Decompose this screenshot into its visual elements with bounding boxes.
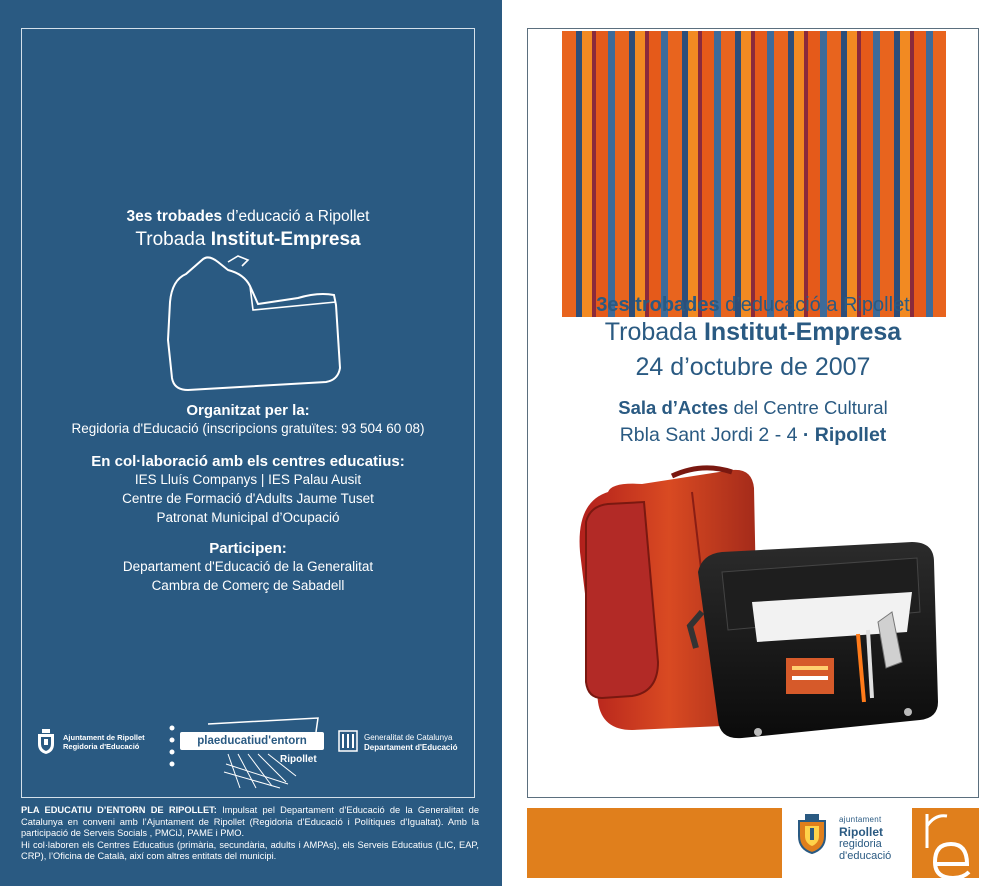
- stripe: [702, 31, 714, 317]
- crest-icon: [796, 814, 828, 854]
- participants-section: [21, 540, 475, 595]
- stripe: [629, 31, 635, 317]
- ajuntament-logo-text: [63, 733, 145, 751]
- bar-logo-line4: d'educació: [839, 850, 892, 862]
- venue-separator: ·: [802, 424, 810, 446]
- participants-line: Cambra de Comerç de Sabadell: [151, 578, 345, 593]
- footnote: [21, 805, 479, 863]
- left-heading-bold: 3es trobades: [126, 208, 223, 225]
- stripe: [688, 31, 698, 317]
- stripe: [615, 31, 629, 317]
- bag-outline-icon: [158, 250, 358, 400]
- ajuntament-line2: Regidoria d'Educació: [63, 742, 140, 751]
- stripe: [649, 31, 661, 317]
- briefcase-image: [690, 542, 938, 738]
- stripe: [933, 31, 946, 317]
- stripe: [576, 31, 582, 317]
- stripe: [857, 31, 861, 317]
- stripe: [880, 31, 894, 317]
- stripe: [698, 31, 702, 317]
- stripe: [735, 31, 741, 317]
- plae-graphic-icon: [168, 714, 338, 790]
- stripe: [635, 31, 645, 317]
- footnote-bold: PLA EDUCATIU D’ENTORN DE RIPOLLET:: [21, 805, 217, 815]
- left-heading-line2: [21, 229, 475, 251]
- bar-logo-line1: ajuntament: [839, 815, 882, 824]
- stripe: [788, 31, 794, 317]
- participants-line: Departament d'Educació de la Generalitat: [122, 559, 374, 574]
- organized-title: Organitzat per la:: [186, 402, 310, 419]
- collaboration-title: En col·laboració amb els centres educatius:: [91, 453, 405, 470]
- stripe: [592, 31, 596, 317]
- footnote-text2: Hi col·laboren els Centres Educatius (primària, secundària, adults i AMPAs), els Serveis Educatius (LIC, EAP, CRP), l’Oficina de Català, així com altres entitats del municipi.: [21, 839, 479, 862]
- bar-logo-line2: Ripollet: [839, 825, 883, 839]
- stripe: [714, 31, 721, 317]
- stripe: [682, 31, 688, 317]
- collaboration-line: Centre de Formació d'Adults Jaume Tuset: [122, 491, 374, 506]
- re-logo-icon: [917, 808, 977, 878]
- right-heading2-normal: Trobada: [604, 318, 704, 346]
- ajuntament-line1: Ajuntament de Ripollet: [63, 733, 145, 742]
- stripe: [661, 31, 668, 317]
- collaboration-section: [21, 453, 475, 527]
- stripe: [914, 31, 926, 317]
- ajuntament-bar-text: [839, 814, 891, 862]
- ajuntament-bar-logo: [782, 808, 912, 878]
- stripe: [767, 31, 774, 317]
- stripe: [608, 31, 615, 317]
- footnote-text1: Impulsat pel Departament d’Educació de la Generalitat de Catalunya en conveni amb l’Ajuntament de Ripollet (Regidoria d’Educació i Polítiques d’Igualtat). Amb la participació de Serveis Socials , PMCiJ, PAME i PMO.: [21, 805, 479, 839]
- bar-logo-line3: regidoria: [839, 838, 882, 850]
- left-heading2-normal: Trobada: [135, 229, 211, 250]
- venue-town: Ripollet: [809, 424, 887, 446]
- stripe: [755, 31, 767, 317]
- right-heading-rest: d’educació a Ripollet: [719, 294, 910, 316]
- partner-logos: [30, 712, 470, 792]
- stripe: [926, 31, 933, 317]
- stripe: [741, 31, 751, 317]
- stripe: [808, 31, 820, 317]
- stripe: [900, 31, 910, 317]
- crest-icon: [36, 729, 56, 755]
- plae-logo: [168, 714, 338, 790]
- event-date: 24 d’octubre de 2007: [635, 353, 871, 381]
- participants-title: Participen:: [209, 540, 287, 557]
- stripe: [645, 31, 649, 317]
- stripe: [596, 31, 608, 317]
- left-heading2-bold: Institut-Empresa: [210, 229, 361, 250]
- stripe: [582, 31, 592, 317]
- bottom-bar: [527, 808, 979, 878]
- venue-centre: del Centre Cultural: [728, 397, 888, 418]
- stripe: [668, 31, 682, 317]
- generalitat-line1: Generalitat de Catalunya: [364, 733, 453, 742]
- generalitat-line2: Departament d'Educació: [364, 743, 458, 752]
- venue-line1: [527, 397, 979, 419]
- plae-name: plaeducatiud'entorn: [180, 732, 324, 750]
- stripes-graphic: [562, 31, 946, 317]
- stripe: [804, 31, 808, 317]
- bags-image: [572, 462, 952, 752]
- stripe: [861, 31, 873, 317]
- stripe: [751, 31, 755, 317]
- left-heading-rest: d’educació a Ripollet: [222, 208, 370, 225]
- collaboration-line: Patronat Municipal d’Ocupació: [156, 510, 340, 525]
- right-heading-line2: [527, 318, 979, 347]
- stripe: [827, 31, 841, 317]
- right-heading2-bold: Institut-Empresa: [703, 318, 902, 346]
- venue-line2: [527, 424, 979, 447]
- venue-hall: Sala d’Actes: [618, 397, 729, 418]
- stripe: [873, 31, 880, 317]
- stripe: [847, 31, 857, 317]
- organized-line: Regidoria d'Educació (inscripcions gratuïtes: 93 504 60 08): [71, 421, 425, 436]
- organized-section: [21, 402, 475, 438]
- stripe: [910, 31, 914, 317]
- plae-town: Ripollet: [280, 754, 317, 765]
- collaboration-line: IES Lluís Companys | IES Palau Ausit: [134, 472, 362, 487]
- venue-address: Rbla Sant Jordi 2 - 4: [619, 424, 803, 446]
- right-heading-line1: [527, 294, 979, 317]
- stripe: [841, 31, 847, 317]
- generalitat-logo-text: [364, 733, 457, 753]
- generalitat-icon: [338, 730, 358, 752]
- left-heading-line1: [21, 208, 475, 226]
- stripe: [721, 31, 735, 317]
- stripe: [894, 31, 900, 317]
- right-heading-bold: 3es trobades: [596, 294, 720, 316]
- stripe: [794, 31, 804, 317]
- stripe: [562, 31, 576, 317]
- stripe: [774, 31, 788, 317]
- stripe: [820, 31, 827, 317]
